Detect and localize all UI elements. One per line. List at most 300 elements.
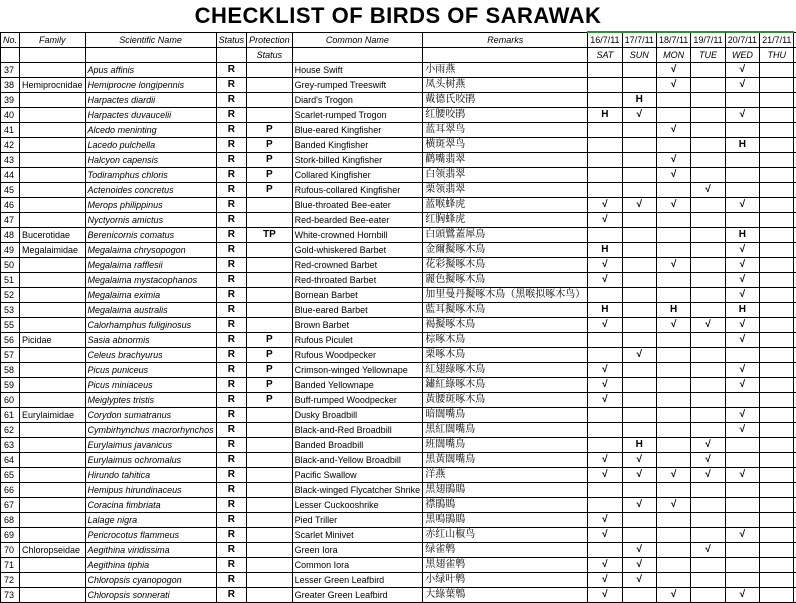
sighting-mark xyxy=(656,543,690,558)
sighting-mark xyxy=(691,258,725,273)
table-row xyxy=(1,408,796,423)
sighting-mark xyxy=(691,393,725,408)
family-name: Picidae xyxy=(20,333,86,348)
sighting-mark: √ xyxy=(725,258,759,273)
common-name: Red-crowned Barbet xyxy=(292,258,423,273)
remarks-text: 襟鵑鵙 xyxy=(423,498,588,513)
common-name: Crimson-winged Yellownape xyxy=(292,363,423,378)
common-name: Blue-throated Bee-eater xyxy=(292,198,423,213)
sighting-mark xyxy=(622,303,656,318)
species-number: 66 xyxy=(1,483,20,498)
sighting-mark xyxy=(691,213,725,228)
sighting-mark xyxy=(760,408,794,423)
table-row xyxy=(1,228,796,243)
species-number: 60 xyxy=(1,393,20,408)
sighting-mark xyxy=(588,153,622,168)
species-number: 53 xyxy=(1,303,20,318)
status-code: R xyxy=(216,243,247,258)
checklist-body xyxy=(1,63,796,603)
sighting-mark xyxy=(691,288,725,303)
status-code: R xyxy=(216,363,247,378)
sighting-mark xyxy=(691,588,725,603)
sighting-mark xyxy=(760,138,794,153)
protection-code xyxy=(247,108,293,123)
sighting-mark xyxy=(622,363,656,378)
common-name: Rufous Woodpecker xyxy=(292,348,423,363)
remarks-text: 绿雀鹎 xyxy=(423,543,588,558)
remarks-text: 加里曼丹擬啄木鳥（黑喉拟啄木鸟） xyxy=(423,288,588,303)
scientific-name: Alcedo meninting xyxy=(85,123,216,138)
scientific-name: Sasia abnormis xyxy=(85,333,216,348)
header-remarks: Remarks xyxy=(423,32,588,48)
sighting-mark xyxy=(691,123,725,138)
scientific-name: Megalaima chrysopogon xyxy=(85,243,216,258)
sighting-mark: √ xyxy=(725,63,759,78)
family-name xyxy=(20,378,86,393)
remarks-text: 红腰咬鹃 xyxy=(423,108,588,123)
sighting-mark xyxy=(760,468,794,483)
sighting-mark xyxy=(656,483,690,498)
common-name: Brown Barbet xyxy=(292,318,423,333)
sighting-mark: √ xyxy=(588,318,622,333)
remarks-text: 棕啄木鳥 xyxy=(423,333,588,348)
sighting-mark: √ xyxy=(622,543,656,558)
sighting-mark: √ xyxy=(588,378,622,393)
scientific-name: Merops philippinus xyxy=(85,198,216,213)
sighting-mark: H xyxy=(725,228,759,243)
sighting-mark xyxy=(760,588,794,603)
sighting-mark xyxy=(622,318,656,333)
protection-code xyxy=(247,543,293,558)
remarks-text: 花彩擬啄木鳥 xyxy=(423,258,588,273)
family-name xyxy=(20,258,86,273)
species-number: 41 xyxy=(1,123,20,138)
sighting-mark xyxy=(691,573,725,588)
common-name: Rufous-collared Kingfisher xyxy=(292,183,423,198)
sighting-mark xyxy=(691,108,725,123)
table-row xyxy=(1,198,796,213)
remarks-text: 紅翅綠啄木鳥 xyxy=(423,363,588,378)
status-code: R xyxy=(216,288,247,303)
status-code: R xyxy=(216,333,247,348)
species-number: 44 xyxy=(1,168,20,183)
table-row xyxy=(1,213,796,228)
sighting-mark xyxy=(760,273,794,288)
protection-code: P xyxy=(247,378,293,393)
scientific-name: Hemiprocne longipennis xyxy=(85,78,216,93)
header-blank xyxy=(85,48,216,63)
status-code: R xyxy=(216,558,247,573)
remarks-text: 横斑翠鸟 xyxy=(423,138,588,153)
sighting-mark: √ xyxy=(588,363,622,378)
family-name xyxy=(20,213,86,228)
protection-code xyxy=(247,243,293,258)
status-code: R xyxy=(216,258,247,273)
common-name: Blue-eared Barbet xyxy=(292,303,423,318)
sighting-mark xyxy=(656,348,690,363)
table-row xyxy=(1,438,796,453)
family-name xyxy=(20,183,86,198)
sighting-mark xyxy=(691,408,725,423)
scientific-name: Harpactes diardii xyxy=(85,93,216,108)
sighting-mark xyxy=(622,393,656,408)
sighting-mark xyxy=(656,393,690,408)
protection-code xyxy=(247,93,293,108)
table-row xyxy=(1,543,796,558)
species-number: 70 xyxy=(1,543,20,558)
sighting-mark xyxy=(725,438,759,453)
sighting-mark: √ xyxy=(725,288,759,303)
sighting-mark xyxy=(691,363,725,378)
table-row xyxy=(1,423,796,438)
status-code: R xyxy=(216,498,247,513)
table-row xyxy=(1,573,796,588)
header-day: WED xyxy=(725,48,759,63)
scientific-name: Nyctyornis amictus xyxy=(85,213,216,228)
status-code: R xyxy=(216,528,247,543)
sighting-mark: √ xyxy=(588,588,622,603)
family-name xyxy=(20,63,86,78)
sighting-mark xyxy=(760,528,794,543)
species-number: 37 xyxy=(1,63,20,78)
protection-code: P xyxy=(247,168,293,183)
protection-code xyxy=(247,573,293,588)
remarks-text: 红胸蜂虎 xyxy=(423,213,588,228)
status-code: R xyxy=(216,108,247,123)
sighting-mark xyxy=(656,423,690,438)
remarks-text: 黑翅雀鹎 xyxy=(423,558,588,573)
species-number: 71 xyxy=(1,558,20,573)
protection-code xyxy=(247,498,293,513)
sighting-mark: √ xyxy=(725,408,759,423)
sighting-mark xyxy=(691,513,725,528)
protection-code xyxy=(247,468,293,483)
sighting-mark xyxy=(622,513,656,528)
sighting-mark xyxy=(656,363,690,378)
sighting-mark xyxy=(622,423,656,438)
species-number: 65 xyxy=(1,468,20,483)
table-row xyxy=(1,108,796,123)
protection-code xyxy=(247,438,293,453)
species-number: 51 xyxy=(1,273,20,288)
protection-code: P xyxy=(247,363,293,378)
sighting-mark: √ xyxy=(725,333,759,348)
header-status: Status xyxy=(216,32,247,48)
status-code: R xyxy=(216,513,247,528)
scientific-name: Lacedo pulchella xyxy=(85,138,216,153)
header-blank xyxy=(292,48,423,63)
header-blank xyxy=(20,48,86,63)
protection-code xyxy=(247,423,293,438)
sighting-mark: √ xyxy=(725,318,759,333)
sighting-mark xyxy=(588,423,622,438)
scientific-name: Chloropsis sonnerati xyxy=(85,588,216,603)
sighting-mark xyxy=(760,258,794,273)
scientific-name: Corydon sumatranus xyxy=(85,408,216,423)
family-name xyxy=(20,303,86,318)
sighting-mark: √ xyxy=(588,198,622,213)
sighting-mark xyxy=(691,93,725,108)
protection-code xyxy=(247,213,293,228)
sighting-mark xyxy=(588,498,622,513)
table-row xyxy=(1,588,796,603)
table-row xyxy=(1,513,796,528)
sighting-mark xyxy=(656,93,690,108)
scientific-name: Aegithina viridissima xyxy=(85,543,216,558)
table-row xyxy=(1,348,796,363)
family-name xyxy=(20,483,86,498)
status-code: R xyxy=(216,123,247,138)
species-number: 72 xyxy=(1,573,20,588)
family-name xyxy=(20,453,86,468)
sighting-mark: √ xyxy=(725,468,759,483)
species-number: 39 xyxy=(1,93,20,108)
status-code: R xyxy=(216,573,247,588)
table-row xyxy=(1,123,796,138)
sighting-mark xyxy=(760,393,794,408)
table-row xyxy=(1,183,796,198)
header-protection: Protection xyxy=(247,32,293,48)
sighting-mark xyxy=(760,108,794,123)
remarks-text: 栗领翡翠 xyxy=(423,183,588,198)
sighting-mark: √ xyxy=(622,453,656,468)
family-name xyxy=(20,558,86,573)
family-name xyxy=(20,438,86,453)
sighting-mark xyxy=(656,288,690,303)
sighting-mark xyxy=(622,258,656,273)
header-common-name: Common Name xyxy=(292,32,423,48)
species-number: 46 xyxy=(1,198,20,213)
scientific-name: Picus miniaceus xyxy=(85,378,216,393)
sighting-mark xyxy=(622,588,656,603)
common-name: Grey-rumped Treeswift xyxy=(292,78,423,93)
sighting-mark xyxy=(622,78,656,93)
species-number: 69 xyxy=(1,528,20,543)
sighting-mark xyxy=(588,438,622,453)
sighting-mark xyxy=(588,483,622,498)
sighting-mark xyxy=(656,453,690,468)
common-name: Banded Yellownape xyxy=(292,378,423,393)
table-row xyxy=(1,168,796,183)
table-row xyxy=(1,483,796,498)
header-day: SAT xyxy=(588,48,622,63)
header-blank xyxy=(1,48,20,63)
table-row xyxy=(1,318,796,333)
sighting-mark xyxy=(760,378,794,393)
sighting-mark xyxy=(622,183,656,198)
scientific-name: Harpactes duvaucelii xyxy=(85,108,216,123)
sighting-mark: √ xyxy=(656,258,690,273)
sighting-mark xyxy=(656,228,690,243)
common-name: Common Iora xyxy=(292,558,423,573)
sighting-mark xyxy=(725,513,759,528)
status-code: R xyxy=(216,198,247,213)
header-date: 18/7/11 xyxy=(656,32,690,48)
species-number: 40 xyxy=(1,108,20,123)
sighting-mark: √ xyxy=(622,198,656,213)
scientific-name: Berenicornis comatus xyxy=(85,228,216,243)
sighting-mark xyxy=(725,498,759,513)
family-name: Eurylaimidae xyxy=(20,408,86,423)
sighting-mark: √ xyxy=(588,258,622,273)
sighting-mark xyxy=(725,558,759,573)
sighting-mark xyxy=(691,168,725,183)
protection-code xyxy=(247,273,293,288)
sighting-mark: √ xyxy=(656,198,690,213)
scientific-name: Lalage nigra xyxy=(85,513,216,528)
table-row xyxy=(1,93,796,108)
sighting-mark xyxy=(588,228,622,243)
common-name: House Swift xyxy=(292,63,423,78)
species-number: 63 xyxy=(1,438,20,453)
sighting-mark: H xyxy=(622,438,656,453)
sighting-mark xyxy=(588,63,622,78)
sighting-mark: √ xyxy=(725,423,759,438)
header-protection-status: Status xyxy=(247,48,293,63)
common-name: Red-throated Barbet xyxy=(292,273,423,288)
protection-code xyxy=(247,453,293,468)
sighting-mark xyxy=(760,168,794,183)
protection-code xyxy=(247,258,293,273)
sighting-mark xyxy=(725,483,759,498)
common-name: Black-and-Red Broadbill xyxy=(292,423,423,438)
sighting-mark: √ xyxy=(656,318,690,333)
remarks-text: 黑紅闊嘴鳥 xyxy=(423,423,588,438)
common-name: Banded Broadbill xyxy=(292,438,423,453)
family-name: Chloropseidae xyxy=(20,543,86,558)
sighting-mark xyxy=(760,363,794,378)
remarks-text: 麗色擬啄木鳥 xyxy=(423,273,588,288)
sighting-mark xyxy=(656,573,690,588)
protection-code: P xyxy=(247,138,293,153)
status-code: R xyxy=(216,483,247,498)
common-name: Black-winged Flycatcher Shrike xyxy=(292,483,423,498)
sighting-mark xyxy=(725,393,759,408)
sighting-mark: √ xyxy=(656,153,690,168)
common-name: Diard's Trogon xyxy=(292,93,423,108)
sighting-mark xyxy=(725,348,759,363)
protection-code: P xyxy=(247,333,293,348)
scientific-name: Calorhamphus fuliginosus xyxy=(85,318,216,333)
remarks-text: 鏽紅綠啄木鳥 xyxy=(423,378,588,393)
common-name: Black-and-Yellow Broadbill xyxy=(292,453,423,468)
status-code: R xyxy=(216,423,247,438)
sighting-mark xyxy=(622,63,656,78)
protection-code xyxy=(247,288,293,303)
sighting-mark: √ xyxy=(656,498,690,513)
scientific-name: Megalaima australis xyxy=(85,303,216,318)
sighting-mark: √ xyxy=(725,78,759,93)
sighting-mark: √ xyxy=(622,108,656,123)
sighting-mark xyxy=(725,453,759,468)
sighting-mark xyxy=(622,288,656,303)
sighting-mark xyxy=(622,273,656,288)
header-date: 21/7/11 xyxy=(760,32,794,48)
common-name: Blue-eared Kingfisher xyxy=(292,123,423,138)
species-number: 64 xyxy=(1,453,20,468)
status-code: R xyxy=(216,303,247,318)
header-day: SUN xyxy=(622,48,656,63)
sighting-mark xyxy=(588,333,622,348)
status-code: R xyxy=(216,63,247,78)
species-number: 55 xyxy=(1,318,20,333)
protection-code xyxy=(247,528,293,543)
checklist-table xyxy=(0,31,796,603)
sighting-mark: √ xyxy=(588,513,622,528)
scientific-name: Actenoides concretus xyxy=(85,183,216,198)
status-code: R xyxy=(216,93,247,108)
scientific-name: Cymbirhynchus macrorhynchos xyxy=(85,423,216,438)
sighting-mark xyxy=(760,483,794,498)
sighting-mark: H xyxy=(725,303,759,318)
species-number: 47 xyxy=(1,213,20,228)
sighting-mark xyxy=(725,93,759,108)
sighting-mark: √ xyxy=(656,123,690,138)
protection-code: TP xyxy=(247,228,293,243)
common-name: Pied Triller xyxy=(292,513,423,528)
family-name xyxy=(20,348,86,363)
protection-code xyxy=(247,558,293,573)
scientific-name: Megalaima eximia xyxy=(85,288,216,303)
sighting-mark xyxy=(691,273,725,288)
table-row xyxy=(1,138,796,153)
table-row xyxy=(1,393,796,408)
family-name xyxy=(20,273,86,288)
family-name xyxy=(20,468,86,483)
sighting-mark xyxy=(691,198,725,213)
header-scientific-name: Scientific Name xyxy=(85,32,216,48)
table-row xyxy=(1,378,796,393)
sighting-mark xyxy=(588,138,622,153)
sighting-mark xyxy=(622,243,656,258)
family-name xyxy=(20,423,86,438)
family-name xyxy=(20,168,86,183)
species-number: 45 xyxy=(1,183,20,198)
scientific-name: Coracina fimbriata xyxy=(85,498,216,513)
header-date: 20/7/11 xyxy=(725,32,759,48)
remarks-text: 蓝喉蜂虎 xyxy=(423,198,588,213)
sighting-mark xyxy=(588,348,622,363)
family-name xyxy=(20,93,86,108)
family-name xyxy=(20,588,86,603)
sighting-mark xyxy=(760,543,794,558)
remarks-text: 黑鳴鵑鵙 xyxy=(423,513,588,528)
remarks-text: 白领翡翠 xyxy=(423,168,588,183)
species-number: 58 xyxy=(1,363,20,378)
sighting-mark xyxy=(691,423,725,438)
remarks-text: 黑黃闊嘴鳥 xyxy=(423,453,588,468)
sighting-mark: √ xyxy=(656,78,690,93)
common-name: Bornean Barbet xyxy=(292,288,423,303)
common-name: Dusky Broadbill xyxy=(292,408,423,423)
sighting-mark xyxy=(622,333,656,348)
remarks-text: 小雨燕 xyxy=(423,63,588,78)
sighting-mark xyxy=(622,378,656,393)
sighting-mark xyxy=(588,543,622,558)
sighting-mark xyxy=(656,513,690,528)
page-title: CHECKLIST OF BIRDS OF SARAWAK xyxy=(0,0,796,31)
sighting-mark xyxy=(588,408,622,423)
sighting-mark: √ xyxy=(725,273,759,288)
sighting-mark xyxy=(622,153,656,168)
sighting-mark: √ xyxy=(691,468,725,483)
sighting-mark: √ xyxy=(656,168,690,183)
status-code: R xyxy=(216,78,247,93)
family-name: Hemiprocnidae xyxy=(20,78,86,93)
header-date: 17/7/11 xyxy=(622,32,656,48)
species-number: 38 xyxy=(1,78,20,93)
sighting-mark: H xyxy=(622,93,656,108)
